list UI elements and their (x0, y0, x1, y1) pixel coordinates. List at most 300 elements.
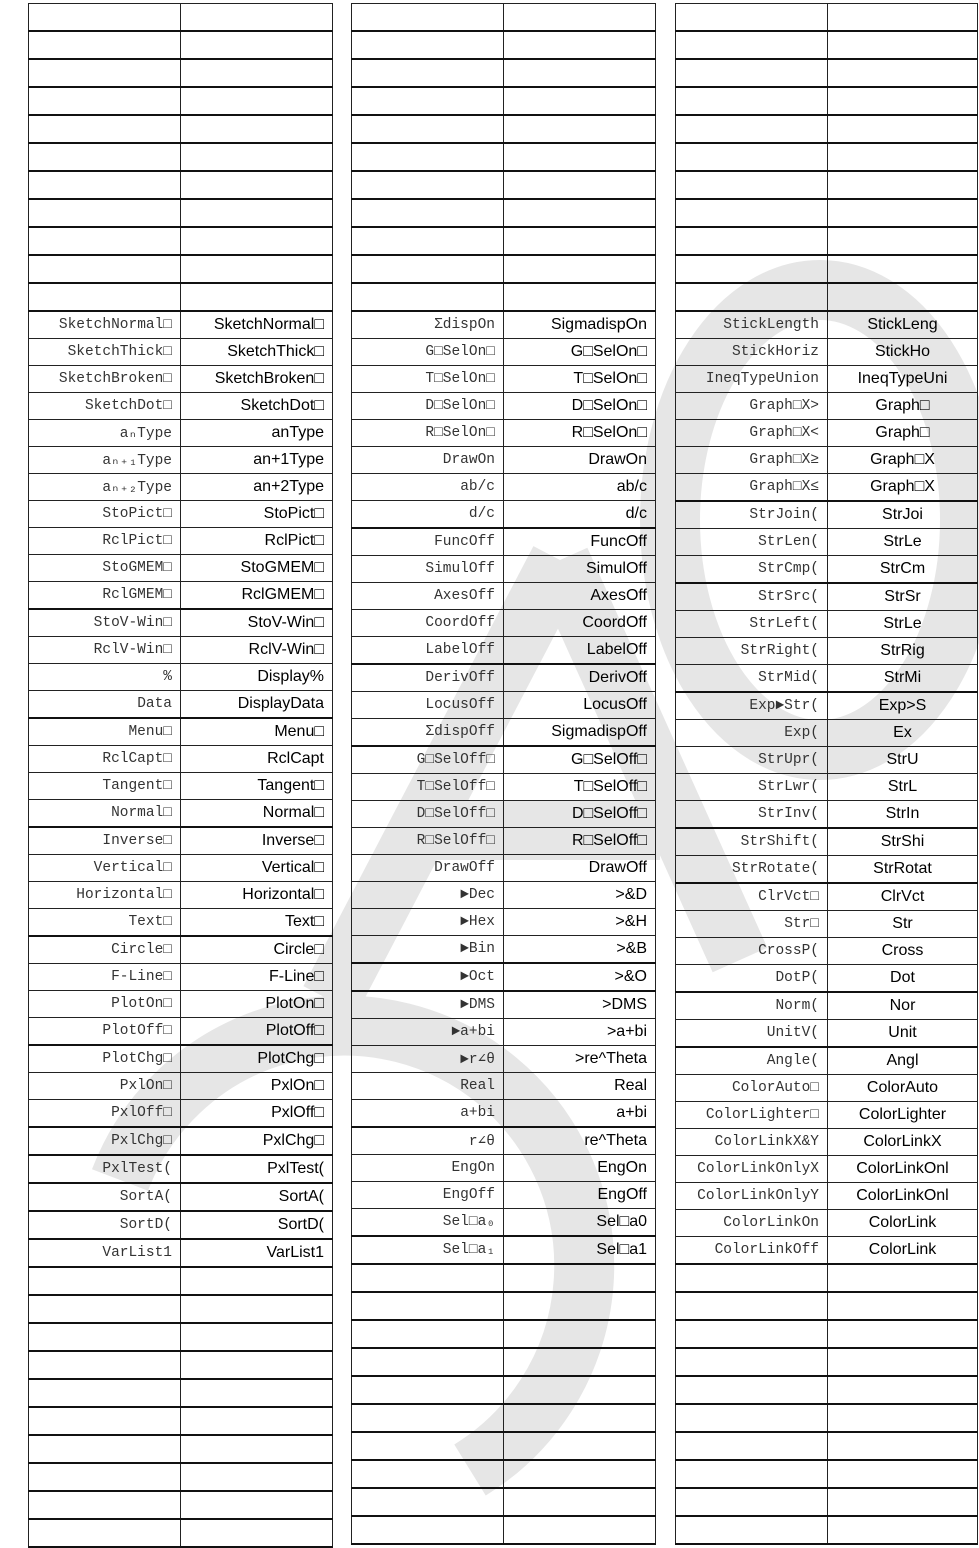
table-row (676, 965, 978, 993)
table-row (29, 1351, 333, 1379)
command-cell: aₙ₊₂Type (29, 474, 181, 501)
table-row (352, 991, 656, 1019)
command-cell (352, 143, 504, 171)
command-cell: ►Bin (352, 936, 504, 964)
code-cell (181, 283, 333, 311)
command-cell: PxlOff□ (29, 1100, 181, 1128)
code-cell: a+bi (504, 1100, 656, 1128)
table-row (676, 447, 978, 474)
command-cell: UnitV( (676, 1020, 828, 1048)
code-cell: ClrVct (828, 883, 978, 911)
command-cell (676, 1348, 828, 1376)
code-cell: Normal□ (181, 800, 333, 828)
command-cell (352, 255, 504, 283)
command-cell: aₙType (29, 420, 181, 447)
code-cell: LabelOff (504, 637, 656, 665)
command-cell (29, 31, 181, 59)
command-cell: ►Dec (352, 882, 504, 909)
code-cell: StoGMEM□ (181, 555, 333, 582)
table-row (29, 1018, 333, 1046)
table-row (352, 692, 656, 719)
command-cell: StrMid( (676, 665, 828, 693)
code-cell (504, 283, 656, 311)
command-cell (29, 283, 181, 311)
table-row (352, 1348, 656, 1376)
table-row (352, 283, 656, 311)
code-cell: Dot (828, 965, 978, 993)
command-cell: Tangent□ (29, 773, 181, 800)
command-cell (676, 199, 828, 227)
table-row (352, 4, 656, 32)
command-cell: ►a+bi (352, 1019, 504, 1046)
table-row (676, 1292, 978, 1320)
table-row (352, 719, 656, 747)
code-cell: >&B (504, 936, 656, 964)
command-cell: T□SelOn□ (352, 366, 504, 393)
code-cell: StickHo (828, 339, 978, 366)
command-cell: Graph□X> (676, 393, 828, 420)
code-cell: SortD( (181, 1211, 333, 1239)
command-cell: SortD( (29, 1211, 181, 1239)
code-cell: ColorLinkOnl (828, 1156, 978, 1183)
command-cell (676, 283, 828, 311)
code-cell: Unit (828, 1020, 978, 1048)
command-cell: EngOff (352, 1182, 504, 1209)
code-cell: VarList1 (181, 1239, 333, 1267)
code-cell: Graph□ (828, 393, 978, 420)
code-cell: StrCm (828, 556, 978, 584)
command-cell: SketchDot□ (29, 393, 181, 420)
code-cell (504, 4, 656, 32)
table-row (676, 1020, 978, 1048)
table-row (676, 1432, 978, 1460)
command-cell: d/c (352, 501, 504, 529)
command-cell: Circle□ (29, 936, 181, 964)
code-cell (181, 255, 333, 283)
command-cell: r∠θ (352, 1127, 504, 1155)
code-cell (181, 143, 333, 171)
table-row (29, 171, 333, 199)
code-cell (181, 1351, 333, 1379)
command-cell (352, 1404, 504, 1432)
table-row (676, 665, 978, 693)
code-cell: T□SelOn□ (504, 366, 656, 393)
code-cell: StoV-Win□ (181, 609, 333, 637)
table-row (29, 691, 333, 719)
command-cell: SortA( (29, 1183, 181, 1211)
table-row (676, 938, 978, 965)
command-cell (29, 1519, 181, 1547)
command-cell: ColorLinkOnlyX (676, 1156, 828, 1183)
table-row (676, 1047, 978, 1075)
code-cell (504, 1320, 656, 1348)
table-row (29, 1491, 333, 1519)
code-cell: EngOff (504, 1182, 656, 1209)
table-row (29, 31, 333, 59)
table-row (676, 393, 978, 420)
command-cell: ColorLighter□ (676, 1102, 828, 1129)
code-cell (504, 1488, 656, 1516)
command-cell: D□SelOff□ (352, 801, 504, 828)
table-row (29, 4, 333, 32)
table-row (676, 227, 978, 255)
command-cell (676, 1376, 828, 1404)
command-cell (352, 1292, 504, 1320)
table-row (29, 420, 333, 447)
code-cell: DrawOff (504, 855, 656, 882)
code-cell: ColorAuto (828, 1075, 978, 1102)
code-cell: StrJoi (828, 501, 978, 529)
code-cell (181, 1519, 333, 1547)
table-row (29, 936, 333, 964)
table-row (29, 227, 333, 255)
table-row (29, 1435, 333, 1463)
command-cell: RclPict□ (29, 528, 181, 555)
command-cell (352, 59, 504, 87)
command-cell (352, 1488, 504, 1516)
command-cell (29, 4, 181, 32)
command-cell: PxlOn□ (29, 1073, 181, 1100)
table-row (29, 501, 333, 528)
command-cell (352, 171, 504, 199)
table-row (676, 474, 978, 502)
code-cell (828, 283, 978, 311)
code-cell: Ex (828, 720, 978, 747)
command-cell (676, 1404, 828, 1432)
code-cell: ColorLinkX (828, 1129, 978, 1156)
code-cell (828, 31, 978, 59)
command-cell: SimulOff (352, 556, 504, 583)
code-cell: Str (828, 911, 978, 938)
table-row (29, 773, 333, 800)
code-cell: F-Line□ (181, 964, 333, 991)
command-cell: StrLeft( (676, 611, 828, 638)
command-cell: Real (352, 1073, 504, 1100)
code-cell: Angl (828, 1047, 978, 1075)
command-cell: DerivOff (352, 664, 504, 692)
table-row (352, 1073, 656, 1100)
table-row (29, 59, 333, 87)
table-row (29, 447, 333, 474)
table-row (29, 87, 333, 115)
table-row (29, 555, 333, 582)
command-cell: ►Oct (352, 963, 504, 991)
command-cell (352, 1432, 504, 1460)
code-cell: >&D (504, 882, 656, 909)
table-row (676, 1183, 978, 1210)
code-cell: PxlChg□ (181, 1127, 333, 1155)
code-cell: Graph□ (828, 420, 978, 447)
code-cell: PxlTest( (181, 1155, 333, 1183)
command-cell: ColorAuto□ (676, 1075, 828, 1102)
command-cell: DrawOff (352, 855, 504, 882)
command-cell (29, 59, 181, 87)
table-row (352, 1046, 656, 1073)
table-row (352, 855, 656, 882)
command-cell (352, 1460, 504, 1488)
code-cell (181, 1295, 333, 1323)
code-cell: RclV-Win□ (181, 637, 333, 664)
table-row (352, 1432, 656, 1460)
table-row (676, 1102, 978, 1129)
code-cell: Display% (181, 664, 333, 691)
table-row (29, 991, 333, 1018)
code-cell: Exp>S (828, 692, 978, 720)
code-cell: Menu□ (181, 718, 333, 746)
table-row (676, 1516, 978, 1544)
code-cell (181, 31, 333, 59)
table-row (352, 143, 656, 171)
table-row (676, 856, 978, 884)
code-cell (181, 1379, 333, 1407)
table-row (676, 911, 978, 938)
table-row (29, 718, 333, 746)
code-cell (828, 1376, 978, 1404)
code-cell (504, 59, 656, 87)
table-row (676, 583, 978, 611)
command-cell (676, 1488, 828, 1516)
table-row (352, 339, 656, 366)
code-cell (504, 115, 656, 143)
table-row (29, 1519, 333, 1547)
command-cell (29, 199, 181, 227)
table-row (29, 664, 333, 691)
command-cell: Inverse□ (29, 827, 181, 855)
command-cell: Norm( (676, 992, 828, 1020)
table-row (352, 610, 656, 637)
code-cell (828, 1432, 978, 1460)
command-table-left (28, 3, 333, 1548)
table-row (29, 1073, 333, 1100)
command-cell (352, 4, 504, 32)
code-cell (504, 1264, 656, 1292)
table-row (29, 366, 333, 393)
command-cell (29, 87, 181, 115)
table-row (352, 1320, 656, 1348)
table-row (676, 1129, 978, 1156)
command-cell: VarList1 (29, 1239, 181, 1267)
code-cell: CoordOff (504, 610, 656, 637)
code-cell: SortA( (181, 1183, 333, 1211)
code-cell: Tangent□ (181, 773, 333, 800)
table-row (29, 143, 333, 171)
command-cell: Menu□ (29, 718, 181, 746)
command-cell (676, 143, 828, 171)
table-row (352, 1516, 656, 1544)
command-cell: IneqTypeUnion (676, 366, 828, 393)
table-row (352, 501, 656, 529)
command-cell (676, 4, 828, 32)
table-row (29, 609, 333, 637)
code-cell (181, 227, 333, 255)
code-cell (504, 1516, 656, 1544)
command-cell: PxlChg□ (29, 1127, 181, 1155)
command-cell: StoPict□ (29, 501, 181, 528)
command-cell (676, 1264, 828, 1292)
table-row (29, 746, 333, 773)
table-row (352, 1292, 656, 1320)
code-cell (504, 171, 656, 199)
command-cell: SketchNormal□ (29, 311, 181, 339)
table-row (29, 1267, 333, 1295)
code-cell: SketchNormal□ (181, 311, 333, 339)
code-cell (828, 87, 978, 115)
code-cell (181, 4, 333, 32)
code-cell (828, 227, 978, 255)
code-cell: R□SelOn□ (504, 420, 656, 447)
table-row (676, 4, 978, 32)
command-cell: ColorLinkOff (676, 1237, 828, 1265)
command-cell: R□SelOn□ (352, 420, 504, 447)
code-cell: >re^Theta (504, 1046, 656, 1073)
code-cell: StoPict□ (181, 501, 333, 528)
command-cell: RclV-Win□ (29, 637, 181, 664)
command-cell (29, 1435, 181, 1463)
code-cell: Nor (828, 992, 978, 1020)
command-cell: LabelOff (352, 637, 504, 665)
table-row (352, 227, 656, 255)
command-cell (29, 255, 181, 283)
table-row (676, 115, 978, 143)
code-cell: DisplayData (181, 691, 333, 719)
table-row (676, 143, 978, 171)
table-row (29, 1323, 333, 1351)
command-table-right (675, 3, 978, 1545)
table-row (29, 827, 333, 855)
code-cell (828, 143, 978, 171)
table-row (352, 828, 656, 855)
command-cell: AxesOff (352, 583, 504, 610)
command-cell: ClrVct□ (676, 883, 828, 911)
table-row (352, 1488, 656, 1516)
table-row (352, 1236, 656, 1264)
command-cell: Horizontal□ (29, 882, 181, 909)
command-cell: Str□ (676, 911, 828, 938)
command-cell: Data (29, 691, 181, 719)
command-cell: Exp( (676, 720, 828, 747)
table-row (29, 115, 333, 143)
table-row (676, 1460, 978, 1488)
table-row (352, 801, 656, 828)
code-cell (828, 1264, 978, 1292)
table-row (676, 638, 978, 665)
table-row (676, 171, 978, 199)
command-cell (352, 1264, 504, 1292)
table-row (352, 31, 656, 59)
code-cell (181, 1267, 333, 1295)
code-cell (828, 1292, 978, 1320)
command-cell: StrCmp( (676, 556, 828, 584)
table-row (29, 311, 333, 339)
table-row (29, 528, 333, 555)
code-cell: >&H (504, 909, 656, 936)
table-row (676, 59, 978, 87)
table-row (352, 882, 656, 909)
command-cell: CrossP( (676, 938, 828, 965)
command-cell: StrRight( (676, 638, 828, 665)
command-cell (352, 1376, 504, 1404)
code-cell: StickLeng (828, 311, 978, 339)
command-cell: PxlTest( (29, 1155, 181, 1183)
code-cell: re^Theta (504, 1127, 656, 1155)
command-cell: PlotOff□ (29, 1018, 181, 1046)
command-cell: DrawOn (352, 447, 504, 474)
code-cell: anType (181, 420, 333, 447)
table-row (29, 1463, 333, 1491)
code-cell (181, 1463, 333, 1491)
table-row (352, 936, 656, 964)
command-cell: Graph□X≥ (676, 447, 828, 474)
table-row (29, 199, 333, 227)
code-cell: T□SelOff□ (504, 774, 656, 801)
code-cell: StrLe (828, 611, 978, 638)
table-row (29, 964, 333, 991)
table-row (29, 339, 333, 366)
code-cell: >a+bi (504, 1019, 656, 1046)
command-cell: a+bi (352, 1100, 504, 1128)
command-cell: DotP( (676, 965, 828, 993)
table-row (352, 311, 656, 339)
code-cell (504, 1376, 656, 1404)
command-cell (352, 283, 504, 311)
code-cell: FuncOff (504, 528, 656, 556)
command-cell: StrJoin( (676, 501, 828, 529)
code-cell (828, 1516, 978, 1544)
table-row (676, 529, 978, 556)
command-cell: RclGMEM□ (29, 582, 181, 610)
table-row (352, 87, 656, 115)
table-row (29, 1183, 333, 1211)
table-row (29, 800, 333, 828)
code-cell: Cross (828, 938, 978, 965)
code-cell: StrRotat (828, 856, 978, 884)
command-cell (352, 1348, 504, 1376)
code-cell: StrShi (828, 828, 978, 856)
command-cell: ColorLinkX&Y (676, 1129, 828, 1156)
table-row (29, 1211, 333, 1239)
command-cell (352, 1320, 504, 1348)
code-cell: >DMS (504, 991, 656, 1019)
command-cell: ColorLinkOn (676, 1210, 828, 1237)
table-row (676, 1264, 978, 1292)
command-cell: Sel□a₁ (352, 1236, 504, 1264)
table-row (352, 171, 656, 199)
code-cell: Circle□ (181, 936, 333, 964)
table-row (676, 255, 978, 283)
table-row (29, 1127, 333, 1155)
code-cell (828, 115, 978, 143)
command-cell: ColorLinkOnlyY (676, 1183, 828, 1210)
command-cell: StrShift( (676, 828, 828, 856)
command-cell: StrLen( (676, 529, 828, 556)
code-cell: D□SelOff□ (504, 801, 656, 828)
code-cell: Sel□a0 (504, 1209, 656, 1237)
command-cell (29, 143, 181, 171)
code-cell: an+1Type (181, 447, 333, 474)
table-row (352, 59, 656, 87)
code-cell (828, 1488, 978, 1516)
table-row (29, 1155, 333, 1183)
code-cell (828, 1320, 978, 1348)
table-row (676, 501, 978, 529)
command-cell (676, 1320, 828, 1348)
code-cell: SimulOff (504, 556, 656, 583)
table-row (676, 774, 978, 801)
code-cell (828, 4, 978, 32)
code-cell (181, 1491, 333, 1519)
code-cell: Graph□X (828, 447, 978, 474)
command-cell (29, 171, 181, 199)
